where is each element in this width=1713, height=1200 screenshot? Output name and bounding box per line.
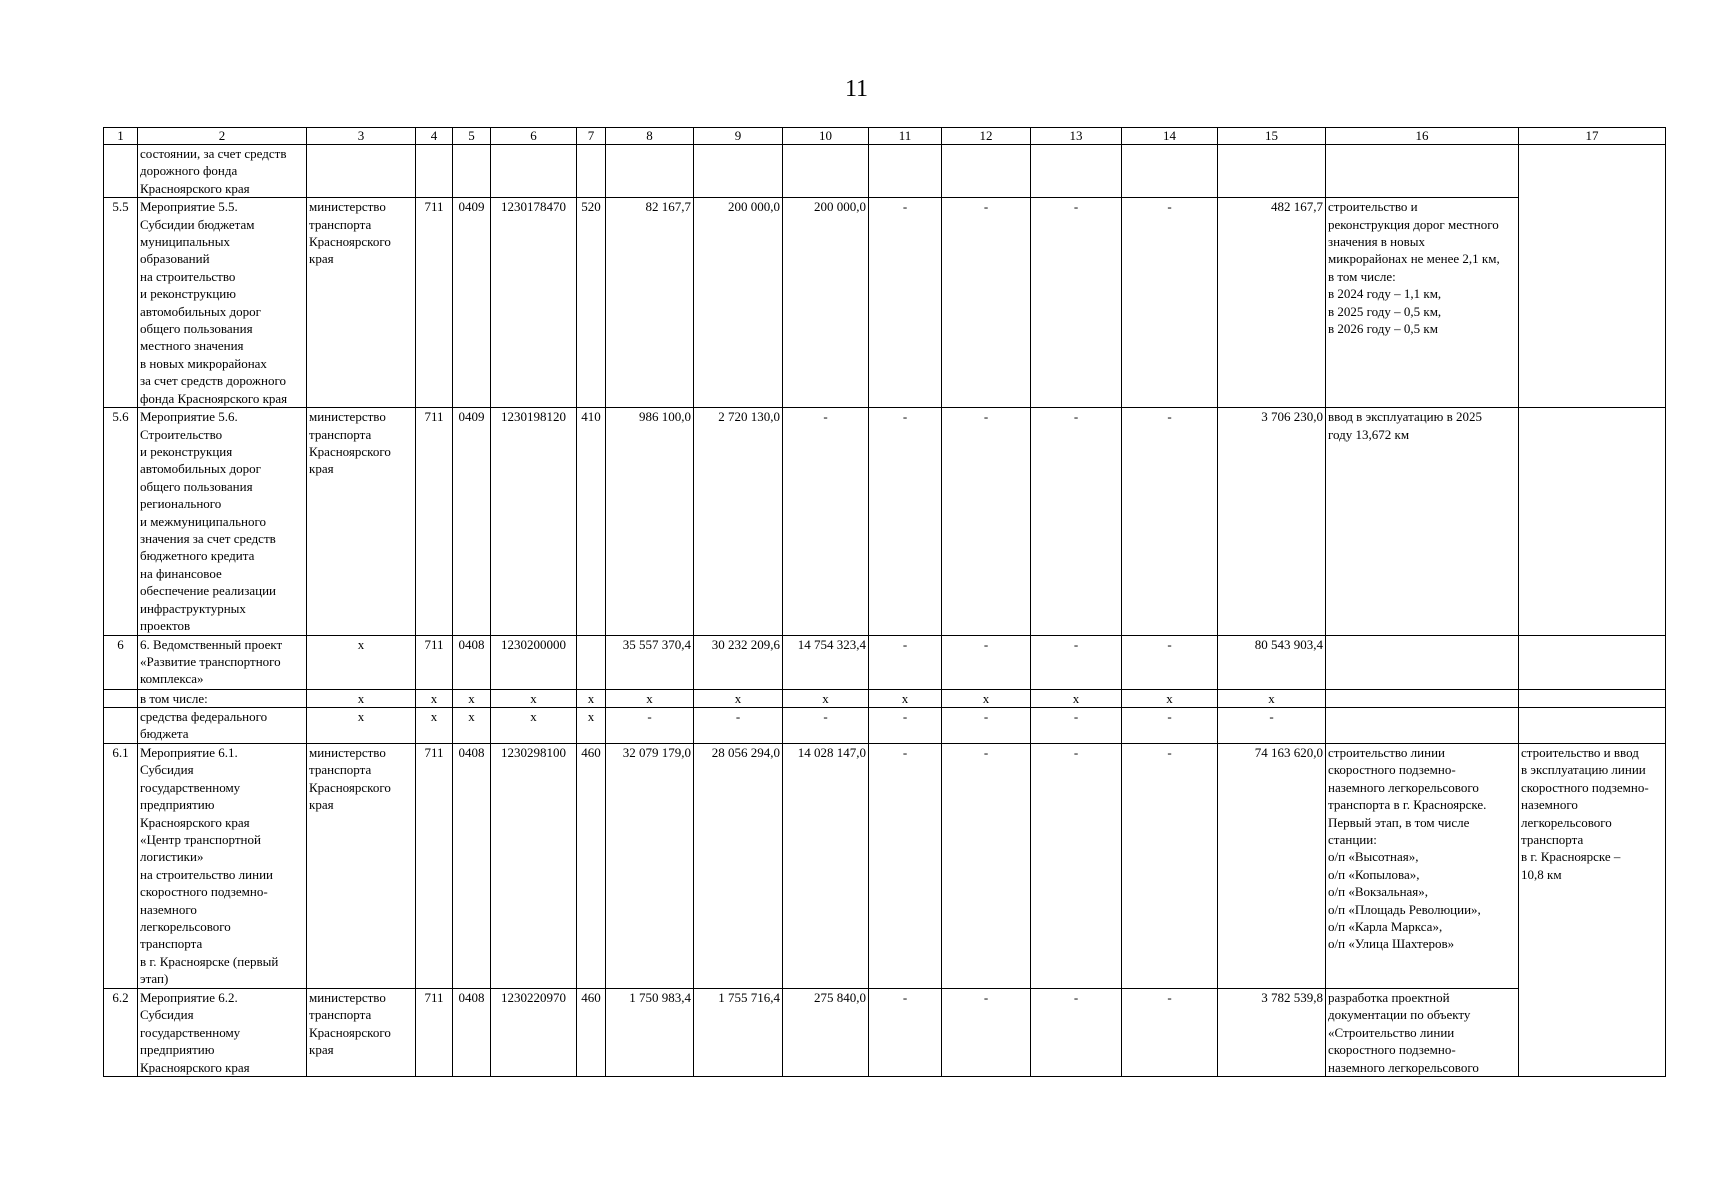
cell-value: 30 232 209,6	[694, 635, 783, 689]
cell-value: -	[1031, 988, 1122, 1076]
cell-name: Мероприятие 6.2. Субсидия государственному предприятию Красноярского края	[138, 988, 307, 1076]
cell-result	[1326, 635, 1519, 689]
cell-value: -	[942, 635, 1031, 689]
cell-value: 275 840,0	[783, 988, 869, 1076]
measures-table	[103, 127, 1666, 1077]
cell-value: -	[606, 707, 694, 743]
cell-value: -	[942, 743, 1031, 988]
cell-total	[1218, 145, 1326, 198]
table-row	[104, 198, 1666, 408]
cell-value: -	[1122, 988, 1218, 1076]
cell-result: строительство и реконструкция дорог местного значения в новых микрорайонах не менее 2,1 км, в том числе: в 2024 году – 1,1 км, в 2025 году – 0,5 км, в 2026 году – 0,5 км	[1326, 198, 1519, 408]
cell-value: -	[869, 408, 942, 635]
cell-executor: х	[307, 689, 416, 707]
cell-value: -	[1122, 408, 1218, 635]
cell-code: 0408	[453, 635, 491, 689]
cell-code: 0409	[453, 198, 491, 408]
cell-value: -	[1031, 408, 1122, 635]
cell-code: 711	[416, 743, 453, 988]
cell-value: -	[869, 988, 942, 1076]
cell-code: 1230298100	[491, 743, 577, 988]
cell-number: 6.2	[104, 988, 138, 1076]
cell-name: средства федерального бюджета	[138, 707, 307, 743]
column-header: 6	[491, 128, 577, 145]
cell-value: -	[1031, 743, 1122, 988]
cell-value: -	[1031, 707, 1122, 743]
cell-number	[104, 145, 138, 198]
cell-value: -	[942, 198, 1031, 408]
cell-executor: министерство транспорта Красноярского края	[307, 198, 416, 408]
cell-code: 1230200000	[491, 635, 577, 689]
column-header: 8	[606, 128, 694, 145]
cell-indicator	[1519, 145, 1666, 408]
cell-code	[453, 145, 491, 198]
cell-value: 1 750 983,4	[606, 988, 694, 1076]
cell-value: -	[1031, 198, 1122, 408]
cell-value: -	[869, 198, 942, 408]
cell-value: -	[1122, 198, 1218, 408]
page-number: 11	[844, 76, 869, 102]
cell-code	[416, 145, 453, 198]
cell-executor: министерство транспорта Красноярского края	[307, 408, 416, 635]
cell-value: 200 000,0	[783, 198, 869, 408]
cell-value: 32 079 179,0	[606, 743, 694, 988]
cell-code: 460	[577, 988, 606, 1076]
cell-executor: х	[307, 635, 416, 689]
cell-indicator	[1519, 408, 1666, 635]
cell-value: х	[1031, 689, 1122, 707]
cell-code: х	[453, 689, 491, 707]
cell-value: -	[1122, 635, 1218, 689]
cell-number: 6.1	[104, 743, 138, 988]
cell-result: строительство линии скоростного подземно- наземного легкорельсового транспорта в г. Красноярске. Первый этап, в том числе станции: о/п «Высотная», о/п «Копылова», о/п «Вокзальная», о/п «Площадь Революции», о/п «Карла Маркса», о/п «Улица Шахтеров»	[1326, 743, 1519, 988]
cell-value: х	[694, 689, 783, 707]
table-row	[104, 408, 1666, 635]
column-header: 15	[1218, 128, 1326, 145]
cell-total: 3 782 539,8	[1218, 988, 1326, 1076]
cell-number	[104, 689, 138, 707]
cell-result	[1326, 689, 1519, 707]
column-header: 16	[1326, 128, 1519, 145]
cell-indicator	[1519, 635, 1666, 689]
cell-value: 35 557 370,4	[606, 635, 694, 689]
cell-executor: министерство транспорта Красноярского края	[307, 988, 416, 1076]
cell-name: в том числе:	[138, 689, 307, 707]
cell-total: х	[1218, 689, 1326, 707]
cell-value: 200 000,0	[694, 198, 783, 408]
cell-value	[783, 145, 869, 198]
column-header: 10	[783, 128, 869, 145]
cell-name: Мероприятие 6.1. Субсидия государственному предприятию Красноярского края «Центр транспортной логистики» на строительство линии скоростного подземно- наземного легкорельсового транспорта в г. Красноярске (первый этап)	[138, 743, 307, 988]
column-header: 12	[942, 128, 1031, 145]
cell-value	[869, 145, 942, 198]
cell-value: х	[783, 689, 869, 707]
cell-number	[104, 707, 138, 743]
cell-name: состоянии, за счет средств дорожного фонда Красноярского края	[138, 145, 307, 198]
cell-value: -	[942, 988, 1031, 1076]
cell-value: 14 028 147,0	[783, 743, 869, 988]
column-header: 13	[1031, 128, 1122, 145]
column-header: 2	[138, 128, 307, 145]
cell-name: Мероприятие 5.6. Строительство и реконструкция автомобильных дорог общего пользования регионального и межмуниципального значения за счет средств бюджетного кредита на финансовое обеспечение реализации инфраструктурных проектов	[138, 408, 307, 635]
cell-code: х	[416, 689, 453, 707]
cell-code: 0408	[453, 743, 491, 988]
table-row	[104, 145, 1666, 198]
cell-value: -	[1031, 635, 1122, 689]
cell-code: 711	[416, 198, 453, 408]
cell-number: 5.6	[104, 408, 138, 635]
cell-value: -	[869, 707, 942, 743]
cell-code: х	[577, 689, 606, 707]
cell-value: -	[942, 707, 1031, 743]
cell-value: -	[783, 707, 869, 743]
cell-value: -	[1122, 743, 1218, 988]
cell-value: х	[942, 689, 1031, 707]
cell-value: -	[869, 743, 942, 988]
cell-code	[491, 145, 577, 198]
cell-code: х	[491, 707, 577, 743]
column-header: 7	[577, 128, 606, 145]
cell-code: 460	[577, 743, 606, 988]
column-header: 17	[1519, 128, 1666, 145]
cell-value: -	[1122, 707, 1218, 743]
cell-code: х	[416, 707, 453, 743]
cell-total: 482 167,7	[1218, 198, 1326, 408]
cell-value: 28 056 294,0	[694, 743, 783, 988]
cell-value	[1122, 145, 1218, 198]
table-row	[104, 689, 1666, 707]
cell-name: 6. Ведомственный проект «Развитие транспортного комплекса»	[138, 635, 307, 689]
cell-value: 1 755 716,4	[694, 988, 783, 1076]
cell-result	[1326, 707, 1519, 743]
cell-code: 711	[416, 408, 453, 635]
cell-executor: х	[307, 707, 416, 743]
column-header: 14	[1122, 128, 1218, 145]
cell-code: 520	[577, 198, 606, 408]
header-row	[104, 128, 1666, 145]
column-header: 9	[694, 128, 783, 145]
cell-value	[1031, 145, 1122, 198]
cell-code: 1230220970	[491, 988, 577, 1076]
cell-value: -	[694, 707, 783, 743]
cell-executor	[307, 145, 416, 198]
cell-value	[694, 145, 783, 198]
cell-indicator: строительство и ввод в эксплуатацию линии скоростного подземно- наземного легкорельсового транспорта в г. Красноярске – 10,8 км	[1519, 743, 1666, 1076]
cell-number: 5.5	[104, 198, 138, 408]
cell-value	[942, 145, 1031, 198]
cell-code: 1230198120	[491, 408, 577, 635]
cell-value: -	[942, 408, 1031, 635]
cell-total: 3 706 230,0	[1218, 408, 1326, 635]
cell-total: -	[1218, 707, 1326, 743]
cell-code: 0408	[453, 988, 491, 1076]
cell-value: 2 720 130,0	[694, 408, 783, 635]
cell-number: 6	[104, 635, 138, 689]
cell-value: х	[606, 689, 694, 707]
column-header: 4	[416, 128, 453, 145]
cell-value: 986 100,0	[606, 408, 694, 635]
column-header: 1	[104, 128, 138, 145]
table-row	[104, 707, 1666, 743]
cell-indicator	[1519, 689, 1666, 707]
table-row	[104, 988, 1666, 1076]
cell-code	[577, 145, 606, 198]
cell-value: -	[783, 408, 869, 635]
cell-code: х	[577, 707, 606, 743]
cell-result	[1326, 145, 1519, 198]
cell-value: 14 754 323,4	[783, 635, 869, 689]
cell-code	[577, 635, 606, 689]
cell-total: 74 163 620,0	[1218, 743, 1326, 988]
column-header: 5	[453, 128, 491, 145]
cell-total: 80 543 903,4	[1218, 635, 1326, 689]
column-header: 11	[869, 128, 942, 145]
cell-value: -	[869, 635, 942, 689]
cell-code: 711	[416, 988, 453, 1076]
cell-result: разработка проектной документации по объекту «Строительство линии скоростного подземно- наземного легкорельсового	[1326, 988, 1519, 1076]
cell-value: х	[1122, 689, 1218, 707]
cell-code: х	[491, 689, 577, 707]
cell-code: 0409	[453, 408, 491, 635]
cell-executor: министерство транспорта Красноярского края	[307, 743, 416, 988]
cell-value: х	[869, 689, 942, 707]
table-row	[104, 743, 1666, 988]
cell-indicator	[1519, 707, 1666, 743]
cell-result: ввод в эксплуатацию в 2025 году 13,672 км	[1326, 408, 1519, 635]
cell-code: 1230178470	[491, 198, 577, 408]
table-row	[104, 635, 1666, 689]
cell-value: 82 167,7	[606, 198, 694, 408]
cell-code: х	[453, 707, 491, 743]
cell-code: 711	[416, 635, 453, 689]
cell-value	[606, 145, 694, 198]
cell-name: Мероприятие 5.5. Субсидии бюджетам муниципальных образований на строительство и реконструкцию автомобильных дорог общего пользования местного значения в новых микрорайонах за счет средств дорожного фонда Красноярского края	[138, 198, 307, 408]
column-header: 3	[307, 128, 416, 145]
cell-code: 410	[577, 408, 606, 635]
